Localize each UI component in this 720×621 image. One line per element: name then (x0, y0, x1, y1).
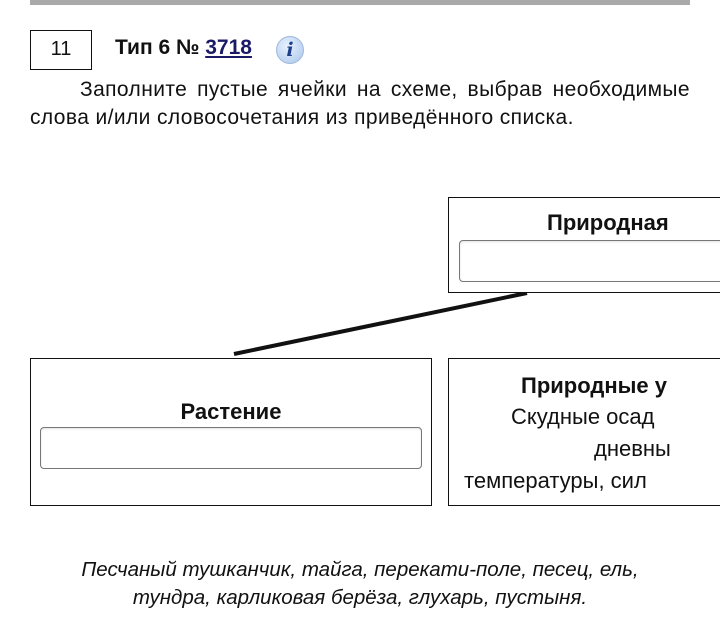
natural-zone-answer-field[interactable] (459, 240, 720, 282)
task-id-link[interactable]: 3718 (205, 36, 252, 59)
instruction-text: Заполните пустые ячейки на схеме, выбрав необходимые слова и/или словосочетания из приведённого списка. (30, 78, 690, 129)
task-type-label: Тип 6 № (115, 36, 206, 59)
conditions-text-line-1: Скудные осад (511, 404, 655, 429)
plant-answer-field[interactable] (40, 427, 422, 469)
word-options-list (30, 556, 690, 612)
word-options-line-2: тундра, карликовая берёза, глухарь, пустыня. (132, 586, 588, 609)
info-icon[interactable]: i (276, 36, 304, 64)
plant-box (30, 358, 432, 506)
word-options-line-1: Песчаный тушканчик, тайга, перекати-поле, песец, ель, (81, 558, 639, 581)
conditions-text-line-3: температуры, сил (464, 468, 647, 493)
natural-zone-title: Природная (547, 210, 669, 235)
task-number: 11 (30, 30, 92, 70)
conditions-text-line-2: дневны (594, 436, 671, 461)
natural-conditions-box (448, 358, 720, 506)
natural-conditions-title: Природные у (521, 373, 667, 398)
natural-zone-box (448, 197, 720, 293)
plant-title: Растение (180, 399, 282, 424)
